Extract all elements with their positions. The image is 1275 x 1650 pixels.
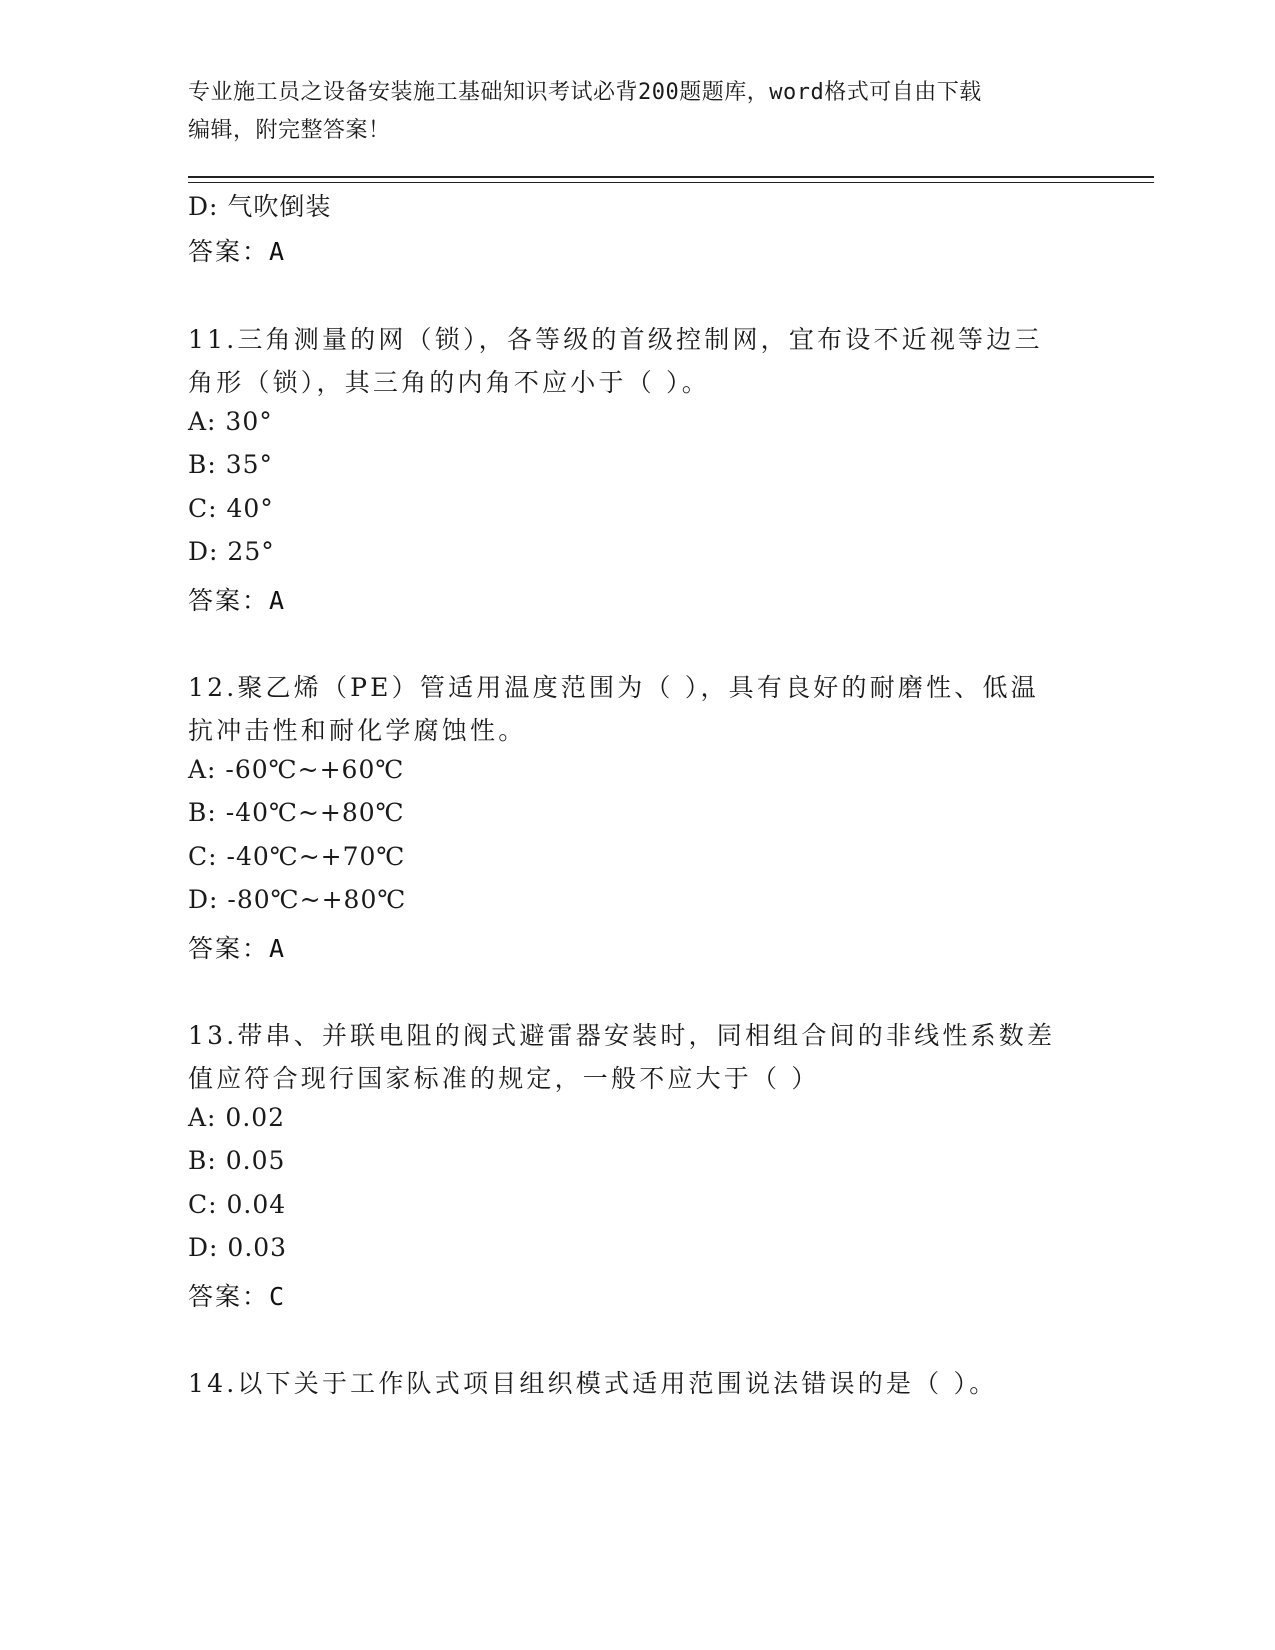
question-13-option-c: C: 0.04 <box>188 1190 287 1219</box>
prev-answer: 答案：A <box>188 237 287 266</box>
document-header <box>188 74 1088 150</box>
question-13-option-a: A: 0.02 <box>188 1103 286 1132</box>
question-13-option-b: B: 0.05 <box>188 1146 286 1175</box>
header-divider-thick <box>188 176 1154 178</box>
question-12-text-line-1: 12.聚乙烯（PE）管适用温度范围为（ ），具有良好的耐磨性、低温 <box>188 673 1039 702</box>
question-12-text-line-2: 抗冲击性和耐化学腐蚀性。 <box>188 716 527 745</box>
header-title-line-1: 专业施工员之设备安装施工基础知识考试必背200题题库，word格式可自由下载 <box>188 80 982 105</box>
header-title-line-2: 编辑，附完整答案！ <box>188 118 391 143</box>
question-13-text-line-2: 值应符合现行国家标准的规定，一般不应大于（ ） <box>188 1064 820 1093</box>
question-13-option-d: D: 0.03 <box>188 1233 288 1262</box>
question-13-text-line-1: 13.带串、并联电阻的阀式避雷器安装时，同相组合间的非线性系数差 <box>188 1021 1056 1050</box>
question-11-answer: 答案：A <box>188 586 287 615</box>
question-11-option-c: C: 40° <box>188 494 274 523</box>
question-12-answer: 答案：A <box>188 934 287 963</box>
header-divider-thin <box>188 182 1154 183</box>
question-11-option-a: A: 30° <box>188 407 273 436</box>
prev-option-d: D: 气吹倒装 <box>188 192 332 221</box>
question-12-option-c: C: -40℃~+70℃ <box>188 842 406 871</box>
question-12-option-a: A: -60℃~+60℃ <box>188 755 405 784</box>
question-14-text-line-1: 14.以下关于工作队式项目组织模式适用范围说法错误的是（ ）。 <box>188 1369 998 1398</box>
question-12-option-b: B: -40℃~+80℃ <box>188 798 405 827</box>
question-11-text-line-1: 11.三角测量的网（锁），各等级的首级控制网，宜布设不近视等边三 <box>188 325 1043 354</box>
question-11-option-b: B: 35° <box>188 450 274 479</box>
question-12-option-d: D: -80℃~+80℃ <box>188 885 407 914</box>
question-11-option-d: D: 25° <box>188 537 275 566</box>
question-13-answer: 答案：C <box>188 1282 287 1311</box>
question-11-text-line-2: 角形（锁），其三角的内角不应小于（ ）。 <box>188 368 710 397</box>
